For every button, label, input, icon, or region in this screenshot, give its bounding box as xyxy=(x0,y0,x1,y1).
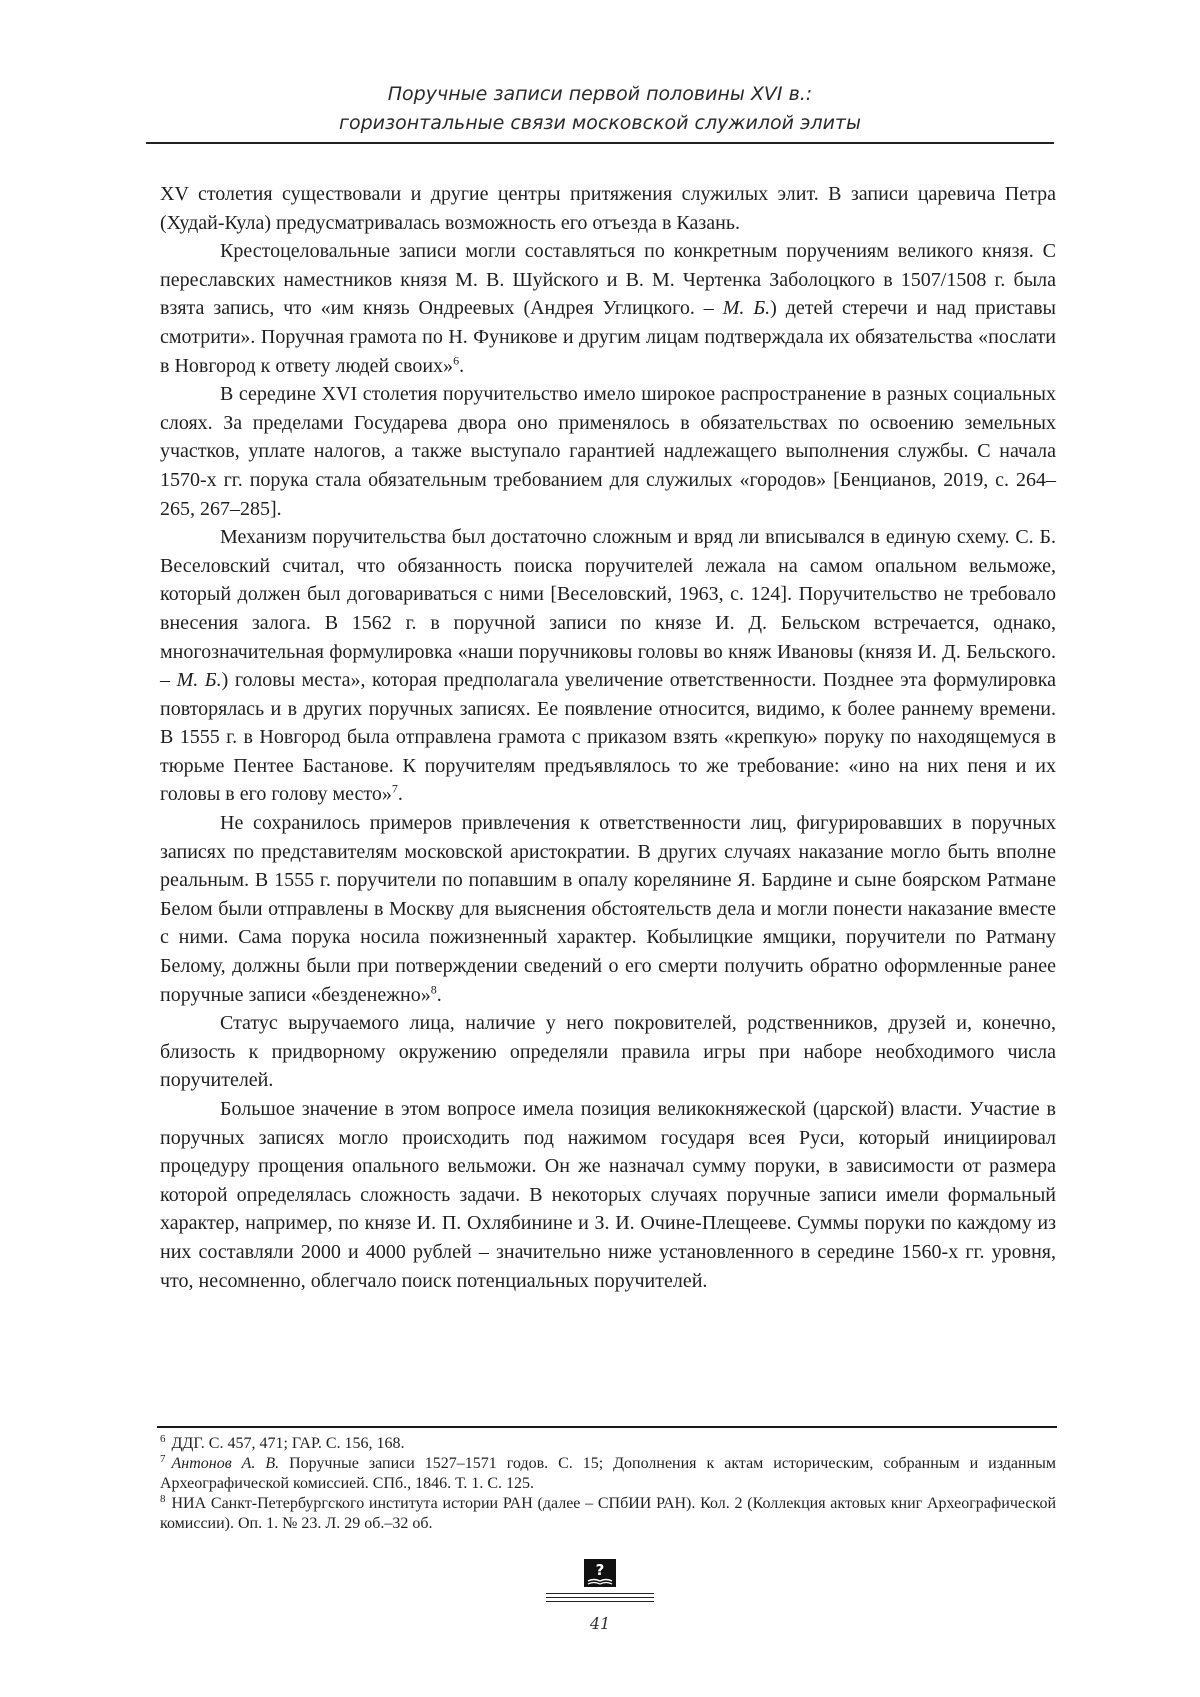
header-divider xyxy=(146,142,1054,144)
paragraph xyxy=(160,380,1056,523)
page-number: 41 xyxy=(589,1614,611,1633)
footnote-ref: 7 xyxy=(391,781,398,796)
paragraph xyxy=(160,237,1056,380)
footnote-divider xyxy=(157,1426,1057,1428)
text-run: . xyxy=(397,783,403,806)
footer-rule-3 xyxy=(546,1601,654,1602)
footnote xyxy=(160,1434,1056,1454)
text-run: . xyxy=(436,983,442,1006)
italic-text: М. Б. xyxy=(176,669,222,692)
footer-rule-2 xyxy=(546,1597,654,1598)
running-header-line-2: горизонтальные связи московской служилой элиты xyxy=(338,112,862,134)
paragraph xyxy=(160,180,1056,237)
main-text xyxy=(160,180,1056,1295)
text-run: В середине XVI столетия поручительство имело широкое распространение в разных социальных слоях. За пределами Государева двора оно применялось в обязательствах по освоению земельных участков, уплате налогов, а также выступало гарантией надлежащего выполнения службы. С начала 1570-х гг. порука стала обязательным требованием для служилых «городов» [Бенцианов, 2019, с. 264–265, 267–285]. xyxy=(160,383,1056,520)
text-run: ) головы места», которая предполагала увеличение ответственности. Позднее эта формулировка повторялась и в других поручных записях. Ее появление относится, видимо, к более раннему времени. В 1555 г. в Новгород была отправлена грамота с приказом взять «крепкую» поруку по находящемуся в тюрьме Пентее Бастанове. К поручителям предъявлялось то же требование: «ино на них пеня и их головы в его голову место» xyxy=(160,669,1056,806)
footer-rule-1 xyxy=(546,1593,654,1594)
running-header xyxy=(146,80,1054,138)
text-run: ) детей стеречи и над приставы смотрити». Поручная грамота по Н. Фуникове и другим лицам подтверждала их обязательства «послати в Новгород к ответу людей своих» xyxy=(160,297,1056,377)
footnote xyxy=(160,1494,1056,1534)
paragraph xyxy=(160,523,1056,809)
footnote-number: 6 xyxy=(160,1432,166,1445)
text-run: Статус выручаемого лица, наличие у него покровителей, родственников, друзей и, конечно, близость к придворному окружению определяли правила игры при наборе необходимого числа поручителей. xyxy=(160,1012,1056,1092)
text-run: Большое значение в этом вопросе имела позиция великокняжеской (царской) власти. Участие в поручных записях могло происходить под нажимом государя всея Руси, который инициировал процедуру прощения опального вельможи. Он же назначал сумму поруки, в зависимости от размера которой определялась сложность задачи. В некоторых случаях поручные записи имели формальный характер, например, по князе И. П. Охлябинине и З. И. Очине-Плещееве. Суммы поруки по каждому из них составляли 2000 и 4000 рублей – значительно ниже установленного в середине 1560-х гг. уровня, что, несомненно, облегчало поиск потенциальных поручителей. xyxy=(160,1098,1056,1292)
footnote xyxy=(160,1454,1056,1494)
text-run: Крестоцеловальные записи могли составляться по конкретным поручениям великого князя. С переславских наместников князя М. В. Шуйского и В. М. Чертенка Заболоцкого в 1507/1508 г. была взята запись, что «им князь Ондреевых (Андрея Углицкого. – xyxy=(160,240,1056,320)
paragraph xyxy=(160,1095,1056,1295)
running-header-line-1: Поручные записи первой половины XVI в.: xyxy=(387,83,813,105)
footnote-ref: 8 xyxy=(430,981,437,996)
text-run: Механизм поручительства был достаточно сложным и вряд ли вписывался в единую схему. С. Б. Веселовский считал, что обязанность поиска поручителей лежала на самом опальном вельможе, который должен был договариваться с ними [Веселовский, 1963, с. 124]. Поручительство не требовало внесения залога. В 1562 г. в поручной записи по князе И. Д. Бельском встречается, однако, многозначительная формулировка «наши поручниковы головы во княж Ивановы (князя И. Д. Бельского. – xyxy=(160,526,1056,692)
paragraph xyxy=(160,809,1056,1009)
italic-text: Антонов А. В. xyxy=(171,1455,280,1472)
logo-glyph: ? xyxy=(595,1561,605,1579)
footnote-ref: 6 xyxy=(453,352,460,367)
footnote-number: 7 xyxy=(160,1452,166,1465)
text-run: . xyxy=(459,354,465,377)
text-run: Не сохранилось примеров привлечения к ответственности лиц, фигурировавших в поручных записях по представителям московской аристократии. В других случаях наказание могло быть вполне реальным. В 1555 г. поручители по попавшим в опалу корелянине Я. Бардине и сыне боярском Ратмане Белом были отправлены в Москву для выяснения обстоятельств дела и могли понести наказание вместе с ними. Сама порука носила пожизненный характер. Кобылицкие ямщики, поручители по Ратману Белому, должны были при потверждении сведений о его смерти получить обратно оформленные ранее поручные записи «безденежно» xyxy=(160,812,1056,1006)
footnotes xyxy=(160,1434,1056,1534)
text-run: НИА Санкт-Петербургского института истории РАН (далее – СПбИИ РАН). Кол. 2 (Коллекция актовых книг Археографической комиссии). Оп. 1. № 23. Л. 29 об.–32 об. xyxy=(160,1495,1056,1532)
book-question-icon xyxy=(583,1558,617,1588)
text-run: XV столетия существовали и другие центры притяжения служилых элит. В записи царевича Петра (Худай-Кула) предусматривалась возможность его отъезда в Казань. xyxy=(160,183,1056,234)
paragraph xyxy=(160,1009,1056,1095)
text-run: Поручные записи 1527–1571 годов. С. 15; Дополнения к актам историческим, собранным и изданным Археографической комиссией. СПб., 1846. Т. 1. С. 125. xyxy=(160,1455,1056,1492)
footnote-number: 8 xyxy=(160,1492,166,1505)
text-run: ДДГ. С. 457, 471; ГАР. С. 156, 168. xyxy=(171,1435,405,1452)
italic-text: М. Б. xyxy=(722,297,771,320)
